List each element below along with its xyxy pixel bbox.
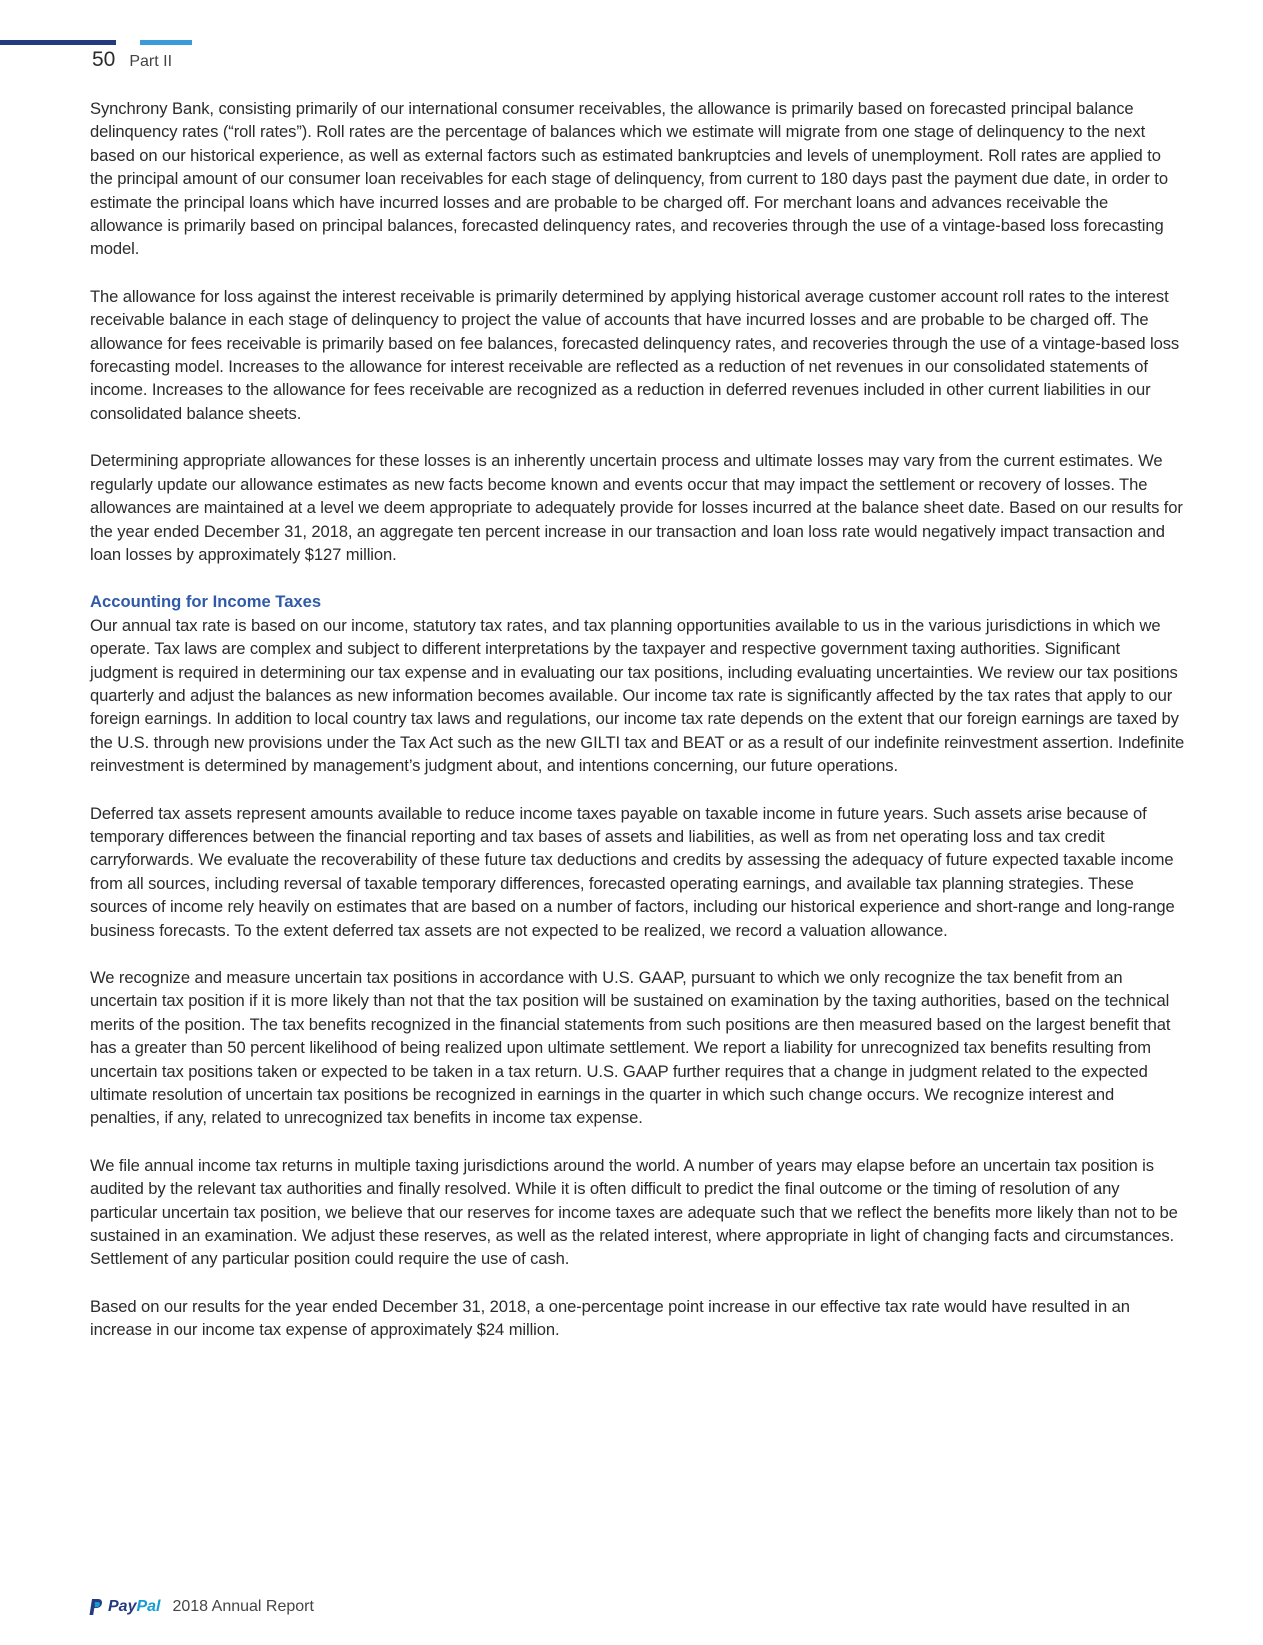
paypal-logo bbox=[88, 1598, 160, 1616]
page-footer bbox=[88, 1598, 314, 1616]
section-heading-income-taxes: Accounting for Income Taxes bbox=[90, 592, 322, 612]
header-accent-bar-light bbox=[140, 40, 192, 45]
paragraph-uncertain-tax-positions: We recognize and measure uncertain tax positions in accordance with U.S. GAAP, pursuant to which we only recognize the tax benefit from an uncertain tax position if it is more likely than not that the tax position will be sustained on examination by the taxing authorities, based on the technical merits of the position. The tax benefits recognized in the financial statements from such positions are then measured based on the largest benefit that has a greater than 50 percent likelihood of being realized upon ultimate settlement. We report a liability for unrecognized tax benefits resulting from uncertain tax positions taken or expected to be taken in a tax return. U.S. GAAP further requires that a change in judgment related to the expected ultimate resolution of uncertain tax positions be recognized in earnings in the quarter in which such change occurs. We recognize interest and penalties, if any, related to unrecognized tax benefits in income tax expense. bbox=[90, 968, 1171, 1128]
logo-text-pay: Pay bbox=[108, 1598, 137, 1615]
part-label: Part II bbox=[129, 53, 173, 70]
paragraph-annual-tax-rate: Our annual tax rate is based on our income, statutory tax rates, and tax planning opportunities available to us in the various jurisdictions in which we operate. Tax laws are complex and subject to different interpretations by the taxpayer and respective government taxing authorities. Significant judgment is required in determining our tax expense and in evaluating our tax positions, including evaluating uncertainties. We review our tax positions quarterly and adjust the balances as new information becomes available. Our income tax rate is significantly affected by the tax rates that apply to our foreign earnings. In addition to local country tax laws and regulations, our income tax rate depends on the extent that our foreign earnings are taxed by the U.S. through new provisions under the Tax Act such as the new GILTI tax and BEAT or as a result of our indefinite reinvestment assertion. Indefinite reinvestment is determined by management’s judgment about, and intentions concerning, our future operations. bbox=[90, 615, 1185, 776]
page-number: 50 bbox=[92, 48, 116, 71]
paragraph-effective-tax-rate: Based on our results for the year ended December 31, 2018, a one-percentage point increase in our effective tax rate would have resulted in an increase in our income tax expense of approximately $24 million. bbox=[90, 1296, 1130, 1340]
paypal-p-icon bbox=[88, 1598, 104, 1616]
page-content bbox=[90, 97, 1185, 1366]
paragraph-tax-returns: We file annual income tax returns in multiple taxing jurisdictions around the world. A number of years may elapse before an uncertain tax position is audited by the relevant tax authorities and finally resolved. While it is often difficult to predict the final outcome or the timing of resolution of any particular uncertain tax position, we believe that our reserves for income taxes are adequate such that we reflect the benefits more likely than not to be sustained in an examination. We adjust these reserves, as well as the related interest, where appropriate in light of changing facts and circumstances. Settlement of any particular position could require the use of cash. bbox=[90, 1155, 1178, 1269]
paragraph-deferred-tax-assets: Deferred tax assets represent amounts available to reduce income taxes payable on taxable income in future years. Such assets arise because of temporary differences between the financial reporting and tax bases of assets and liabilities, as well as from net operating loss and tax credit carryforwards. We evaluate the recoverability of these future tax deductions and credits by assessing the adequacy of future expected taxable income from all sources, including reversal of taxable temporary differences, forecasted operating earnings, and available tax planning strategies. These sources of income rely heavily on estimates that are based on a number of factors, including our historical experience and short-range and long-range business forecasts. To the extent deferred tax assets are not expected to be realized, we record a valuation allowance. bbox=[90, 803, 1175, 940]
paragraph-uncertain-process: Determining appropriate allowances for these losses is an inherently uncertain process and ultimate losses may vary from the current estimates. We regularly update our allowance estimates as new facts become known and events occur that may impact the settlement or recovery of losses. The allowances are maintained at a level we deem appropriate to adequately provide for losses incurred at the balance sheet date. Based on our results for the year ended December 31, 2018, an aggregate ten percent increase in our transaction and loan loss rate would negatively impact transaction and loan losses by approximately $127 million. bbox=[90, 451, 1183, 564]
paragraph-allowance-synchrony: Synchrony Bank, consisting primarily of our international consumer receivables, the allowance is primarily based on forecasted principal balance delinquency rates (“roll rates”). Roll rates are the percentage of balances which we estimate will migrate from one stage of delinquency to the next based on our historical experience, as well as external factors such as estimated bankruptcies and levels of unemployment. Roll rates are applied to the principal amount of our consumer loan receivables for each stage of delinquency, from current to 180 days past the payment due date, in order to estimate the principal loans which have incurred losses and are probable to be charged off. For merchant loans and advances receivable the allowance is primarily based on principal balances, forecasted delinquency rates, and recoveries through the use of a vintage-based loss forecasting model. bbox=[90, 99, 1168, 259]
paragraph-interest-receivable: The allowance for loss against the interest receivable is primarily determined by applying historical average customer account roll rates to the interest receivable balance in each stage of delinquency to project the value of accounts that have incurred losses and are probable to be charged off. The allowance for fees receivable is primarily based on fee balances, forecasted delinquency rates, and recoveries through the use of a vintage-based loss forecasting model. Increases to the allowance for interest receivable are reflected as a reduction of net revenues in our consolidated statements of income. Increases to the allowance for fees receivable are recognized as a reduction in deferred revenues included in other current liabilities in our consolidated balance sheets. bbox=[90, 286, 1180, 423]
annual-report-label: 2018 Annual Report bbox=[172, 1598, 314, 1615]
page-header bbox=[92, 48, 172, 72]
header-accent-bar-dark bbox=[0, 40, 116, 45]
logo-text-pal: Pal bbox=[136, 1598, 161, 1615]
